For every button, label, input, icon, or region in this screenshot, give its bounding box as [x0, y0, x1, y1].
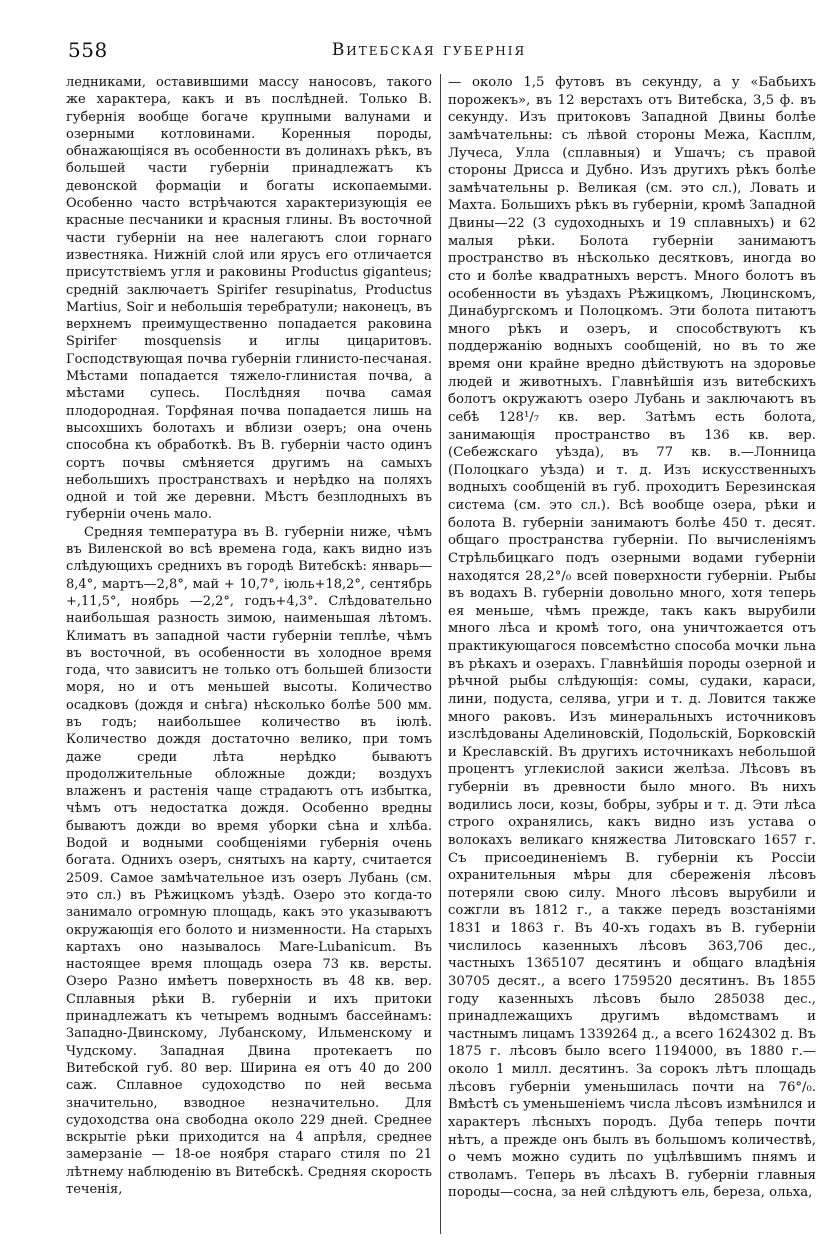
- right-column: [448, 74, 816, 1202]
- paragraph: — около 1,5 футовъ въ секунду, а у «Бабьихъ порожекъ», въ 12 верстахъ отъ Витебска, 3,5 ф. въ секунду. Изъ притоковъ Западной Двины болѣе замѣчательны: съ лѣвой стороны Межа, Касплм, Лучеса, Улла (сплавныя) и Ушачъ; съ правой стороны Дрисса и Дубно. Изъ другихъ рѣкъ болѣе замѣчательны р. Великая (см. это сл.), Ловать и Махта. Большихъ рѣкъ въ губерніи, кромѣ Западной Двины—22 (3 судоходныхъ и 19 сплавныхъ) и 62 малыя рѣки. Болота губерніи занимаютъ пространство въ нѣсколько десятковъ, иногда во сто и болѣе квадратныхъ верстъ. Много болотъ въ особенности въ уѣздахъ Рѣжицкомъ, Люцинскомъ, Динабургскомъ и Полоцкомъ. Эти болота питаютъ много рѣкъ и озеръ, и способствуютъ къ поддержанію водныхъ сообщеній, но въ то же время они крайне вредно дѣйствуютъ на здоровье людей и животныхъ. Главнѣйшія изъ витебскихъ болотъ окружаютъ озеро Лубань и заключаютъ въ себѣ 128¹/₇ кв. вер. Затѣмъ есть болота, занимающія пространство въ 136 кв. вер. (Себежскаго уѣзда), въ 77 кв. в.—Лонница (Полоцкаго уѣзда) и т. д. Изъ искусственныхъ водныхъ сообщеній въ губ. проходитъ Березинская система (см. это сл.). Всѣ вообще озера, рѣки и болота В. губерніи занимаютъ болѣе 450 т. десят. общаго пространства губерніи. По вычисленіямъ Стрѣльбицкаго подъ озерными водами губерніи находятся 28,2°/₀ всей поверхности губерніи. Рыбы въ водахъ В. губерніи довольно много, хотя теперь ея меньше, чѣмъ прежде, такъ какъ вырубили много лѣса и кромѣ того, она уничтожается отъ практикующагося повсемѣстно способа мочки льна въ рѣкахъ и озерахъ. Главнѣйшія породы озерной и рѣчной рыбы слѣдующія: сомы, судаки, караси, лини, подуста, селява, угри и т. д. Ловится также много раковъ. Изъ минеральныхъ источниковъ изслѣдованы Аделиновскій, Подольскій, Борковскій и Креславскій. Въ другихъ источникахъ небольшой процентъ углекислой закиси желѣза. Лѣсовъ въ губерніи въ древности было много. Въ нихъ водились лоси, козы, бобры, зубры и т. д. Эти лѣса строго охранялись, какъ видно изъ устава о волокахъ великаго княжества Литовскаго 1657 г. Съ присоединеніемъ В. губерніи къ Россіи охранительныя мѣры для сбереженія лѣсовъ потеряли свою силу. Много лѣсовъ вырубили и сожгли въ 1812 г., а также передъ возстаніями 1831 и 1863 г. Въ 40-хъ годахъ въ В. губерніи числилось казенныхъ лѣсовъ 363,706 дес., частныхъ 1365107 десятинъ и общаго владѣнія 30705 десят., а всего 1759520 десятинъ. Въ 1855 году казенныхъ лѣсовъ было 285038 дес., принадлежащихъ другимъ вѣдомствамъ и частнымъ лицамъ 1339264 д., а всего 1624302 д. Въ 1875 г. лѣсовъ было всего 1194000, въ 1880 г.—около 1 милл. десятинъ. За сорокъ лѣтъ площадь лѣсовъ губерніи уменьшилась почти на 76°/₀. Вмѣстѣ съ уменьшеніемъ числа лѣсовъ измѣнился и характеръ лѣсныхъ породъ. Дуба теперь почти нѣтъ, а прежде онъ былъ въ большомъ количествѣ, о чемъ можно судить по уцѣлѣвшимъ пнямъ и стволамъ. Теперь въ лѣсахъ В. губерніи главныя породы—сосна, за ней слѣдуютъ ель, береза, ольха,: [448, 75, 816, 1201]
- page-header: [68, 38, 790, 68]
- page-number: 558: [68, 38, 108, 62]
- column-divider: [440, 74, 441, 1234]
- paragraph: ледниками, оставившими массу наносовъ, такого же характера, какъ и въ послѣдней. Только В. губернія вообще богаче крупными валунами и озерными котловинами. Коренныя породы, обнажающіяся въ особенности въ долинахъ рѣкъ, въ большей части губерніи принадлежатъ къ девонской формаціи и богаты ископаемыми. Особенно часто встрѣчаются характеризующія ее красные песчаники и красныя глины. Въ восточной части губерніи на нее налегаютъ слои горнаго известняка. Нижній слой или ярусъ его отличается присутствіемъ угля и раковины Productus giganteus; средній заключаетъ Spirifer resupinatus, Productus Martius, Soir и небольшія теребратули; наконецъ, въ верхнемъ преимущественно попадается раковина Spirifer mosquensis и иглы цицаритовъ. Господствующая почва губерніи глинисто-песчаная. Мѣстами попадается тяжело-глинистая почва, а мѣстами супесь. Послѣдняя почва самая плодородная. Торфяная почва попадается лишь на высохшихъ болотахъ и вблизи озеръ; она очень способна къ обработкѣ. Въ В. губерніи часто одинъ сортъ почвы смѣняется другимъ на самыхъ небольшихъ пространствахъ и нерѣдко на поляхъ одной и той же деревни. Мѣстъ безплодныхъ въ губерніи очень мало.: [66, 75, 432, 523]
- left-column: [66, 74, 432, 1198]
- paragraph: Средняя температура въ В. губерніи ниже, чѣмъ въ Виленской во всѣ времена года, какъ видно изъ слѣдующихъ среднихъ въ городѣ Витебскѣ: январь—8,4°, мартъ—2,8°, май + 10,7°, іюль+18,2°, сентябрь +,11,5°, ноябрь —2,2°, годъ+4,3°. Слѣдовательно наибольшая разность зимою, наименьшая лѣтомъ. Климатъ въ западной части губерніи теплѣе, чѣмъ въ восточной, въ особенности въ холодное время года, что зависитъ не только отъ большей близости моря, но и отъ меньшей высоты. Количество осадковъ (дождя и снѣга) нѣсколько болѣе 500 мм. въ годъ; наибольшее количество въ іюлѣ. Количество дождя достаточно велико, при томъ даже среди лѣта нерѣдко бываютъ продолжительные обложные дожди; воздухъ влаженъ и растенія чаще страдаютъ отъ избытка, чѣмъ отъ недостатка дождя. Особенно вредны бываютъ дожди во время уборки сѣна и хлѣба. Водой и водными сообщеніями губернія очень богата. Однихъ озеръ, снятыхъ на карту, считается 2509. Самое замѣчательное изъ озеръ Лубань (см. это сл.) въ Рѣжицкомъ уѣздѣ. Озеро это когда-то занимало огромную площадь, какъ это указываютъ окружающія его болото и низменности. На старыхъ картахъ оно называлось Mare-Lubanicum. Въ настоящее время площадь озера 73 кв. версты. Озеро Разно имѣетъ поверхность въ 48 кв. вер. Сплавныя рѣки В. губерніи и ихъ притоки принадлежатъ къ четыремъ воднымъ бассейнамъ: Западно-Двинскому, Лубанскому, Ильменскому и Чудскому. Западная Двина протекаетъ по Витебской губ. 80 вер. Ширина ея отъ 40 до 200 саж. Сплавное судоходство по ней весьма значительно, взводное незначительно. Для судоходства она свободна около 229 дней. Среднее вскрытіе рѣки приходится на 4 апрѣля, среднее замерзаніе — 18-ое ноября стараго стиля по 21 лѣтнему наблюденію въ Витебскѣ. Средняя скорость теченія,: [66, 524, 432, 1197]
- running-title: Витебская губернія: [331, 40, 527, 60]
